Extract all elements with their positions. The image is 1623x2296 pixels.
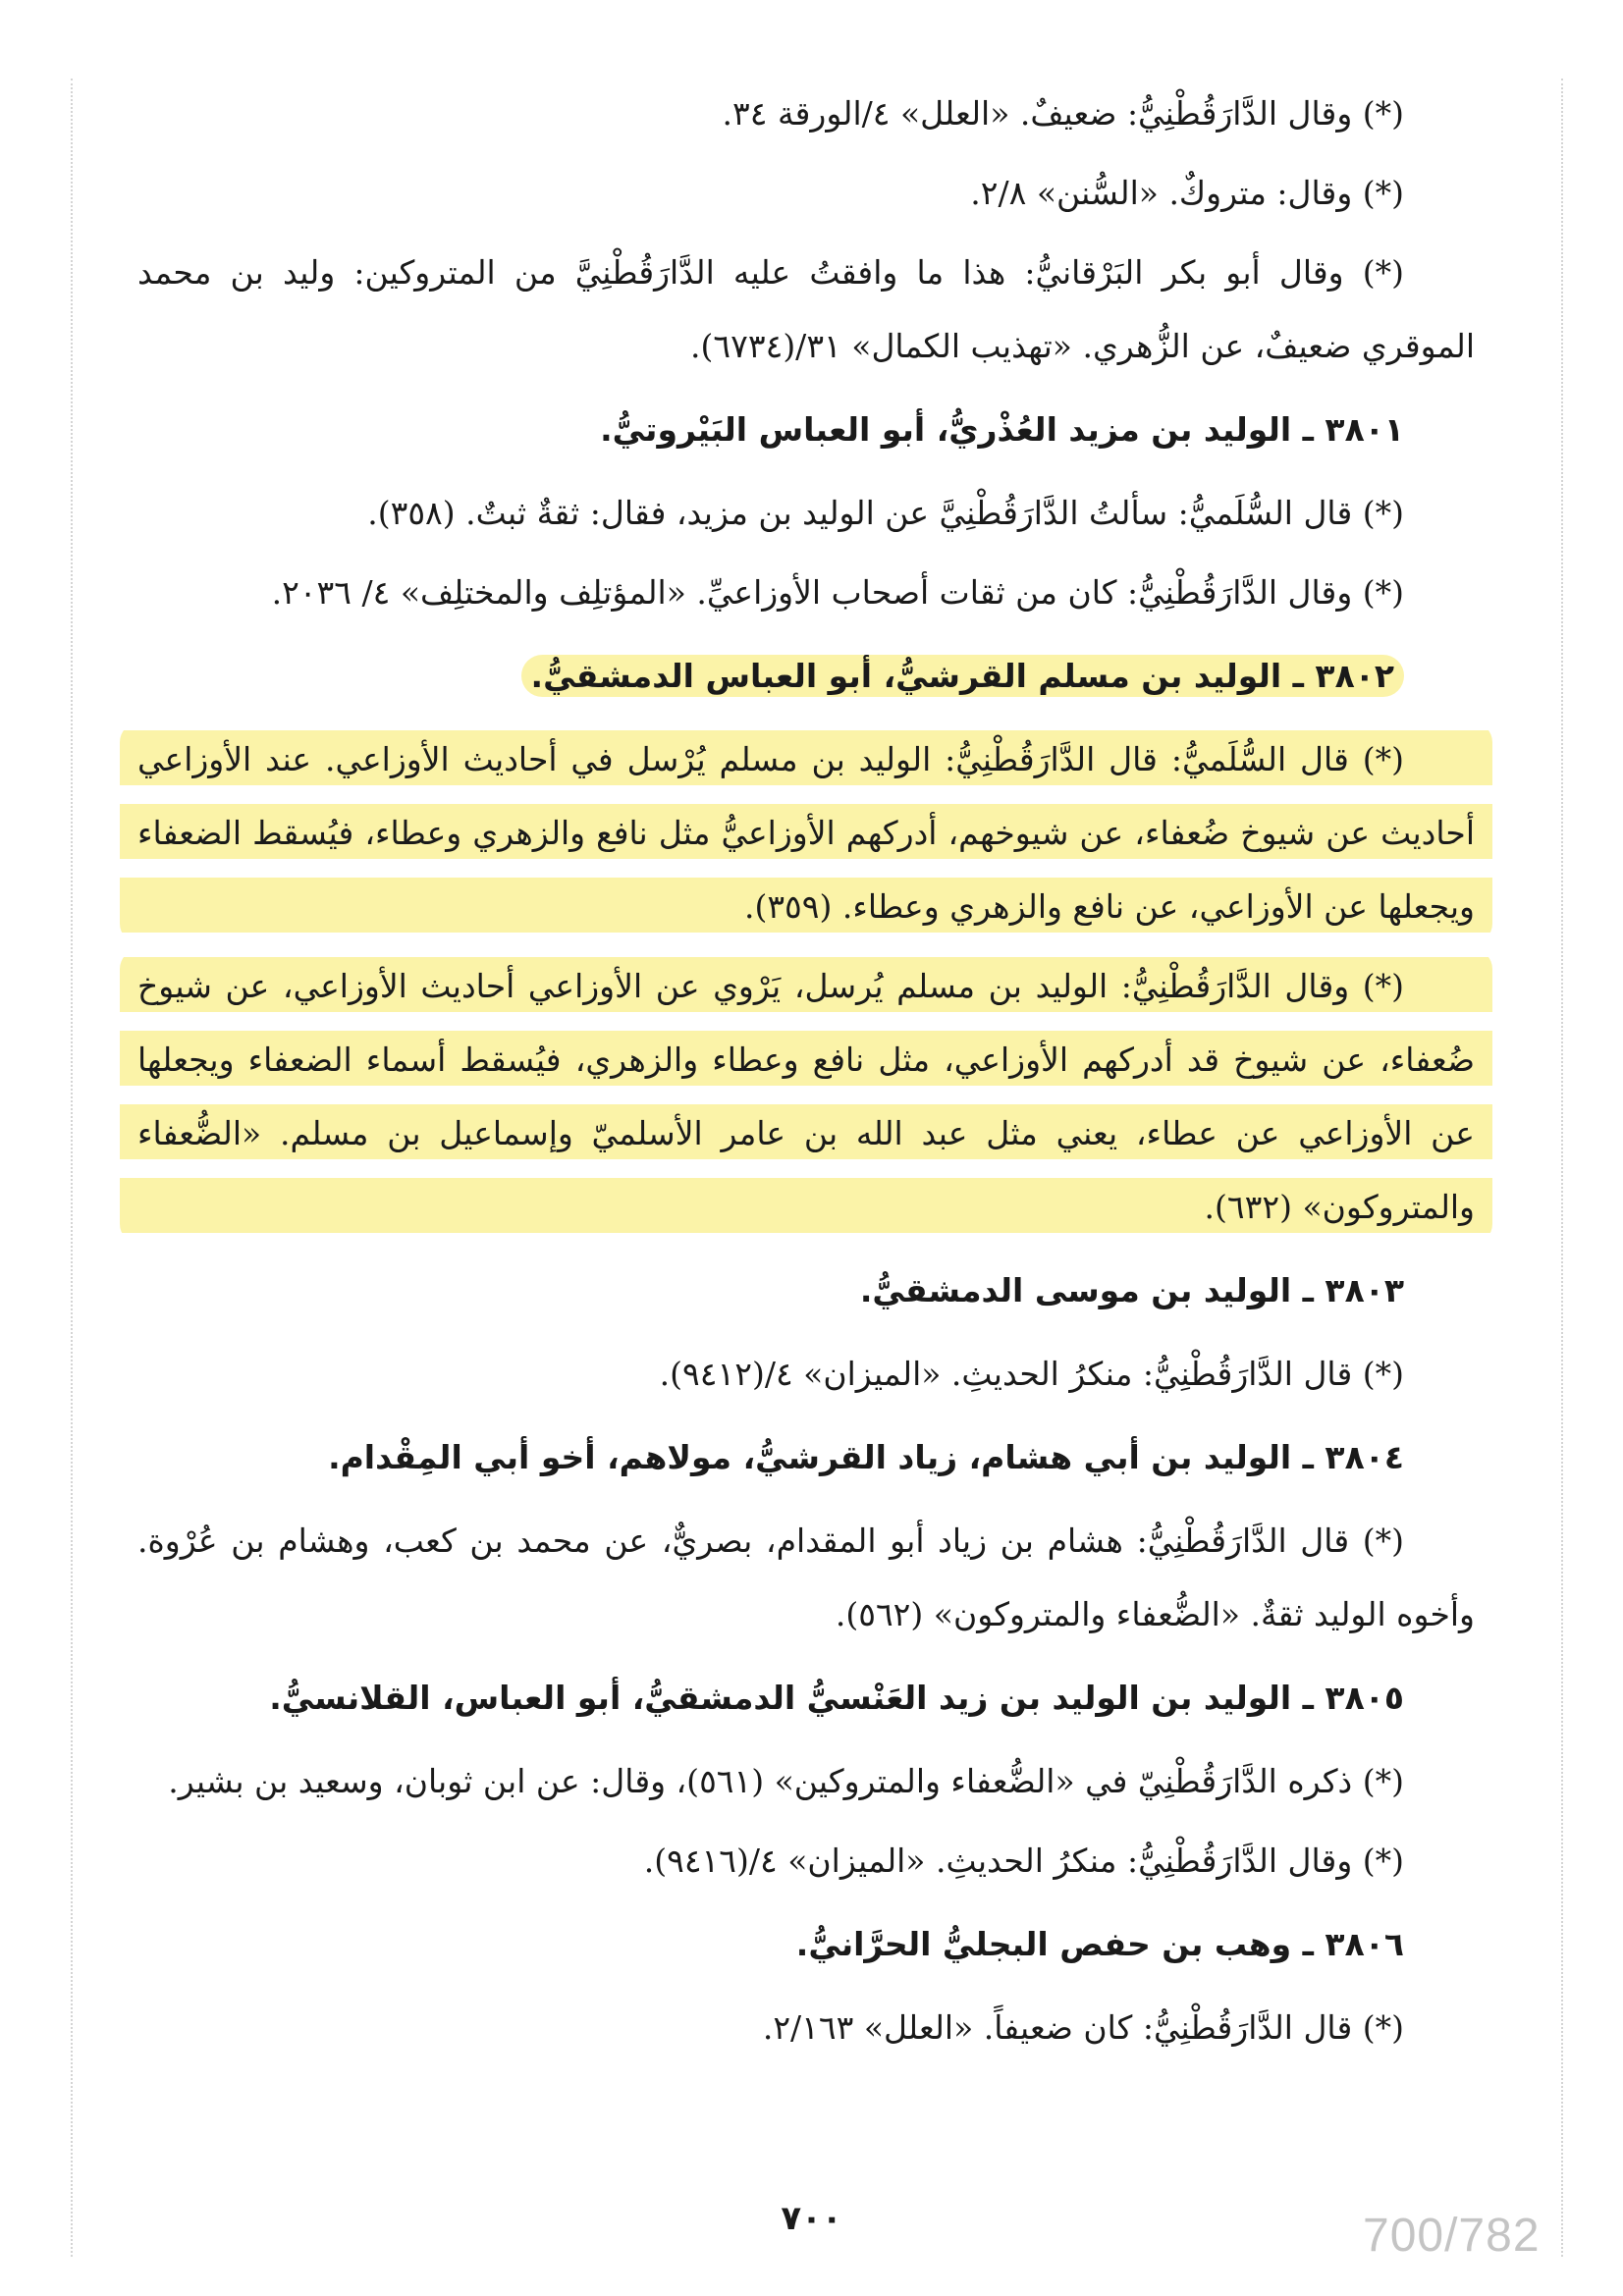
entry-heading-3806: ٣٨٠٦ ـ وهب بن حفص البجليُّ الحرَّانيُّ. bbox=[795, 1925, 1404, 1963]
paragraph: (*) قال السُّلَميُّ: سألتُ الدَّارَقُطْنِيَّ عن الوليد بن مزيد، فقال: ثقةٌ ثبتٌ. (٣٥٨). bbox=[367, 494, 1404, 532]
scan-edge-line-left bbox=[71, 79, 73, 2257]
page-counter-overlay: 700/782 bbox=[1363, 2210, 1541, 2262]
paragraph: (*) وقال الدَّارَقُطْنِيُّ: ضعيفٌ. «العلل» ٤/الورقة ٣٤. bbox=[722, 94, 1404, 133]
paragraph: (*) وقال أبو بكر البَرْقانيُّ: هذا ما وافقتُ عليه الدَّارَقُطْنِيَّ من المتروكين: وليد بن محمد الموقري ضعيفٌ، عن الزُّهري. «تهذيب الكمال» ٣١/(٦٧٣٤). bbox=[137, 253, 1475, 365]
paragraph: (*) وقال الدَّارَقُطْنِيُّ: كان من ثقات أصحاب الأوزاعيِّ. «المؤتلِف والمختلِف» ٤/ ٢٠٣٦. bbox=[271, 573, 1404, 612]
entry-heading-3802 bbox=[137, 639, 1475, 713]
highlighted-paragraph: (*) قال السُّلَميُّ: قال الدَّارَقُطْنِيُّ: الوليد بن مسلم يُرْسل في أحاديث الأوزاعي. عند الأوزاعي أحاديث عن شيوخ ضُعفاء، عن شيوخهم، أدركهم الأوزاعيُّ مثل نافع والزهري وعطاء، فيُسقط الضعفاء ويجعلها عن الأوزاعي، عن نافع والزهري وعطاء. (٣٥٩). bbox=[120, 722, 1492, 943]
page-number: ٧٠٠ bbox=[781, 2199, 842, 2238]
entry-heading-3805: ٣٨٠٥ ـ الوليد بن الوليد بن زيد العَنْسيُّ الدمشقيُّ، أبو العباس، القلانسيُّ. bbox=[269, 1679, 1404, 1717]
entry-heading-3803: ٣٨٠٣ ـ الوليد بن موسى الدمشقيُّ. bbox=[859, 1271, 1404, 1309]
paragraph: (*) قال الدَّارَقُطْنِيُّ: منكرُ الحديثِ. «الميزان» ٤/(٩٤١٢). bbox=[659, 1355, 1404, 1393]
scan-edge-line-right bbox=[1561, 79, 1563, 2257]
page-content bbox=[137, 77, 1475, 2070]
entry-heading-3804: ٣٨٠٤ ـ الوليد بن أبي هشام، زياد القرشيُّ، مولاهم، أخو أبي المِقْدام. bbox=[328, 1438, 1404, 1476]
paragraph: (*) قال الدَّارَقُطْنِيُّ: هشام بن زياد أبو المقدام، بصريٌّ، عن محمد بن كعب، وهشام بن عُرْوة. وأخوه الوليد ثقةٌ. «الضُّعفاء والمتروكون» (٥٦٢). bbox=[137, 1522, 1475, 1633]
highlighted-heading: ٣٨٠٢ ـ الوليد بن مسلم القرشيُّ، أبو العباس الدمشقيُّ. bbox=[521, 655, 1404, 697]
highlighted-paragraph: (*) وقال الدَّارَقُطْنِيُّ: الوليد بن مسلم يُرسل، يَرْوي عن الأوزاعي أحاديث الأوزاعي، عن شيوخ ضُعفاء، عن شيوخ قد أدركهم الأوزاعي، مثل نافع وعطاء والزهري، فيُسقط أسماء الضعفاء ويجعلها عن الأوزاعي عن عطاء، يعني مثل عبد الله بن عامر الأسلميّ وإسماعيل بن مسلم. «الضُّعفاء والمتروكون» (٦٣٢). bbox=[120, 949, 1492, 1244]
paragraph: (*) قال الدَّارَقُطْنِيُّ: كان ضعيفاً. «العلل» ٢/١٦٣. bbox=[762, 2008, 1404, 2047]
paragraph: (*) وقال الدَّارَقُطْنِيُّ: منكرُ الحديثِ. «الميزان» ٤/(٩٤١٦). bbox=[643, 1842, 1404, 1880]
paragraph: (*) وقال: متروكٌ. «السُّنن» ٢/٨. bbox=[970, 174, 1404, 212]
paragraph: (*) ذكره الدَّارَقُطْنِيّ في «الضُّعفاء والمتروكين» (٥٦١)، وقال: عن ابن ثوبان، وسعيد بن بشير. bbox=[168, 1762, 1404, 1800]
entry-heading-3801: ٣٨٠١ ـ الوليد بن مزيد العُذْريُّ، أبو العباس البَيْروتيُّ. bbox=[600, 410, 1404, 449]
